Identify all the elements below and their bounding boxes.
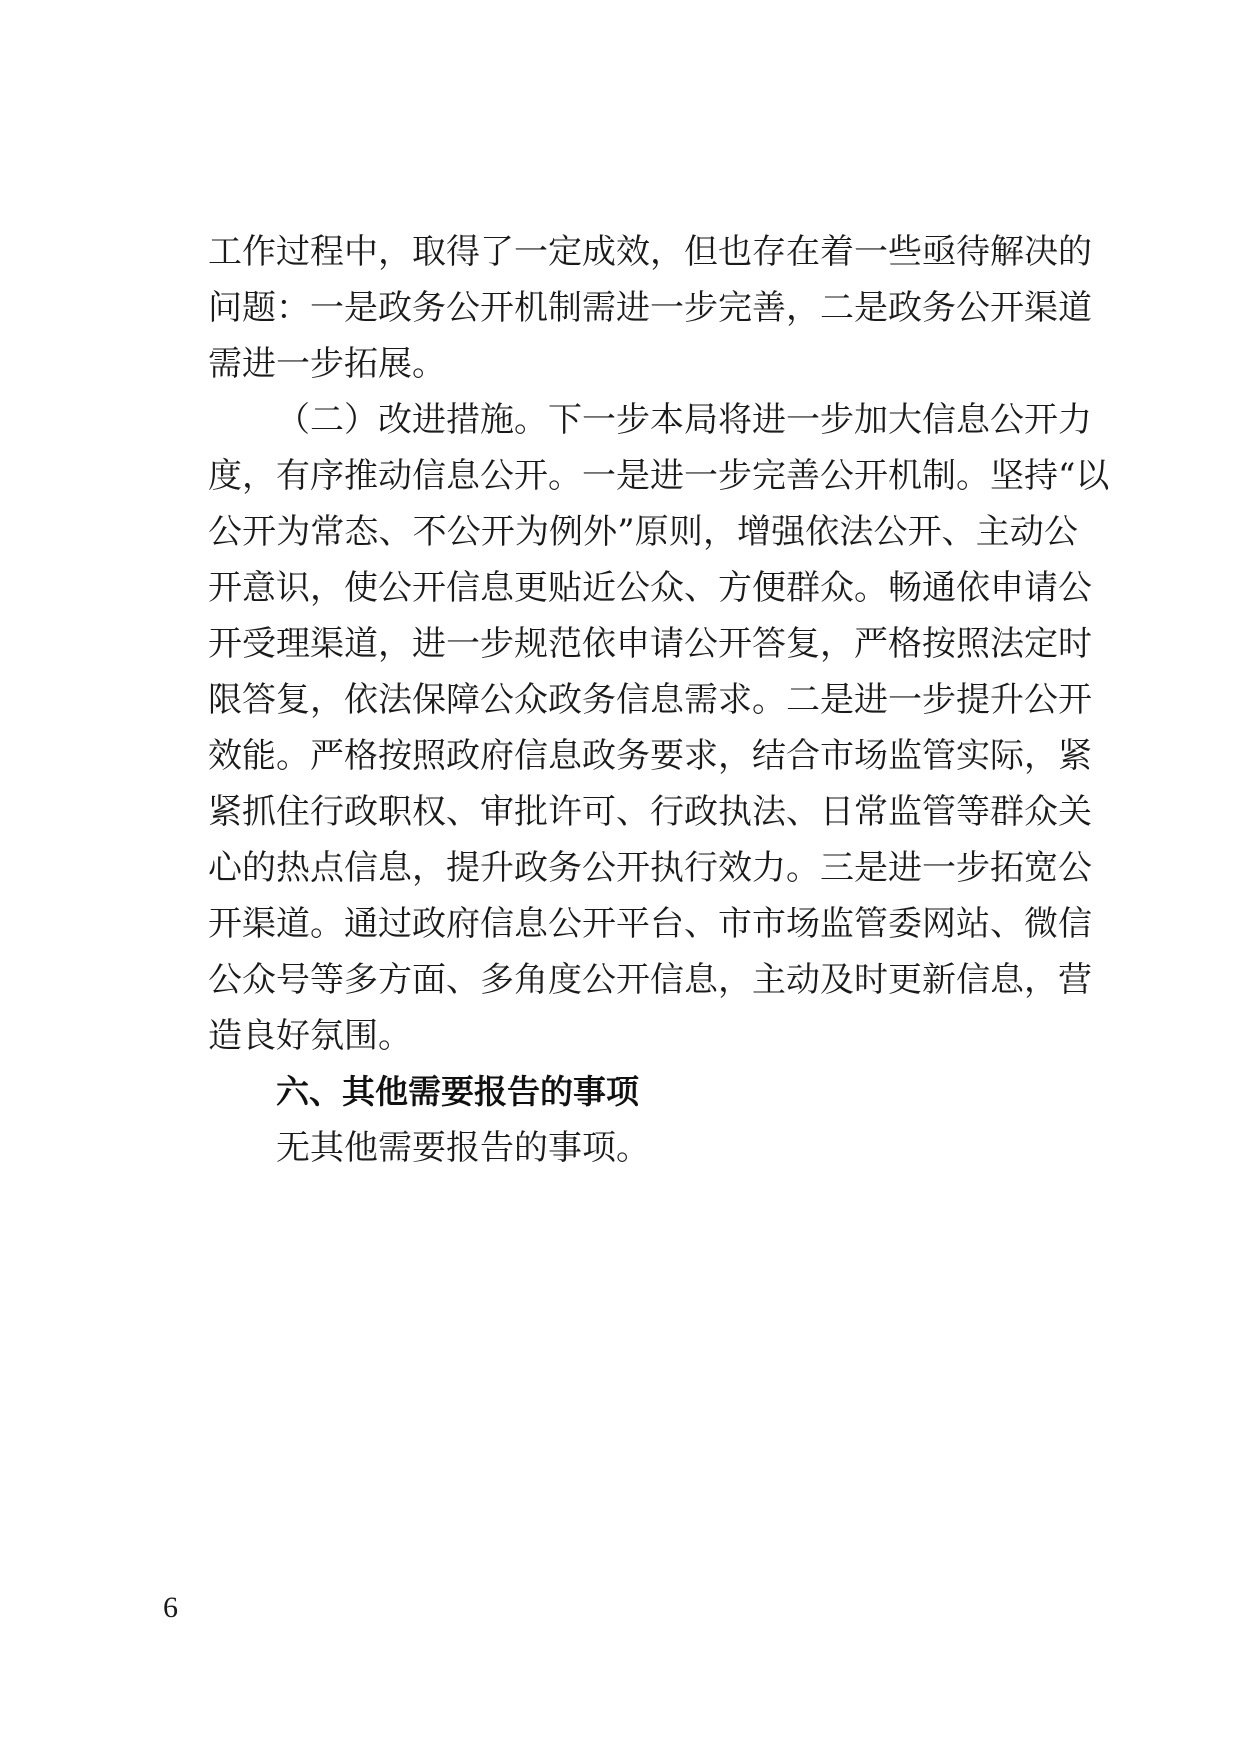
paragraph-1-line-1: 工作过程中，取得了一定成效，但也存在着一些亟待解决的 (208, 232, 1092, 272)
paragraph-2-line-12: 造良好氛围。 (208, 1016, 412, 1056)
paragraph-2-line-9: 心的热点信息，提升政务公开执行效力。三是进一步拓宽公 (208, 848, 1092, 888)
section-6-body: 无其他需要报告的事项。 (276, 1128, 650, 1168)
paragraph-2-line-1: （二）改进措施。下一步本局将进一步加大信息公开力 (276, 400, 1092, 440)
paragraph-2-line-11: 公众号等多方面、多角度公开信息，主动及时更新信息，营 (208, 960, 1092, 1000)
paragraph-2-line-8: 紧抓住行政职权、审批许可、行政执法、日常监管等群众关 (208, 792, 1092, 832)
paragraph-2-line-10: 开渠道。通过政府信息公开平台、市市场监管委网站、微信 (208, 904, 1092, 944)
paragraph-2-line-4: 开意识，使公开信息更贴近公众、方便群众。畅通依申请公 (208, 568, 1092, 608)
section-6-heading: 六、其他需要报告的事项 (276, 1072, 639, 1111)
paragraph-2-line-2: 度，有序推动信息公开。一是进一步完善公开机制。坚持“以 (208, 456, 1110, 496)
paragraph-2-line-6: 限答复，依法保障公众政务信息需求。二是进一步提升公开 (208, 680, 1092, 720)
paragraph-2-line-3: 公开为常态、不公开为例外”原则，增强依法公开、主动公 (208, 512, 1078, 552)
page-number: 6 (163, 1591, 178, 1624)
paragraph-2-line-5: 开受理渠道，进一步规范依申请公开答复，严格按照法定时 (208, 624, 1092, 664)
paragraph-1-line-2: 问题：一是政务公开机制需进一步完善，二是政务公开渠道 (208, 288, 1092, 328)
paragraph-2-line-7: 效能。严格按照政府信息政务要求，结合市场监管实际，紧 (208, 736, 1092, 776)
paragraph-1-line-3: 需进一步拓展。 (208, 344, 446, 384)
